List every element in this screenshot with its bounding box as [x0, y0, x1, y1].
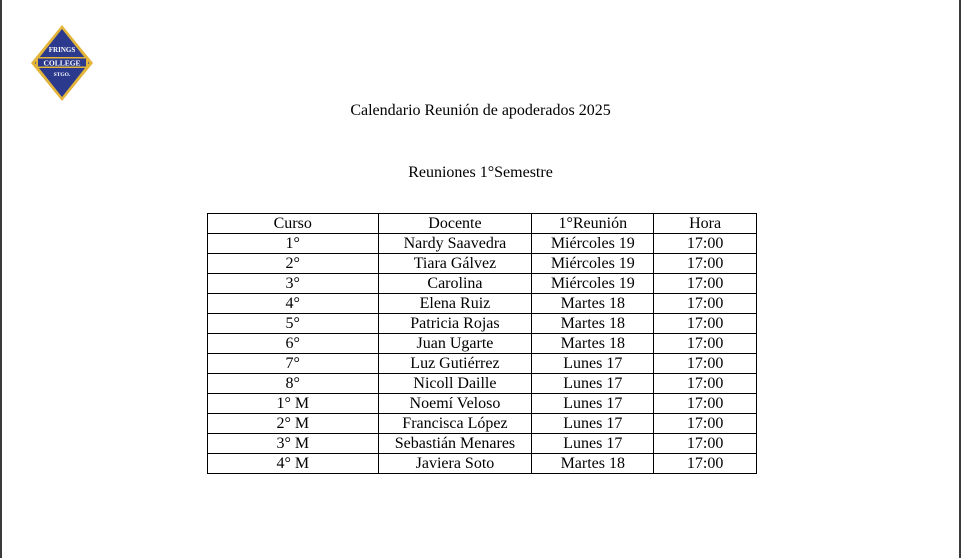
cell-docente: Nardy Saavedra: [378, 234, 532, 254]
cell-docente: Noemí Veloso: [378, 394, 532, 414]
table-row: [208, 334, 757, 354]
table-row: [208, 254, 757, 274]
cell-docente: Elena Ruiz: [378, 294, 532, 314]
cell-reunion: Martes 18: [532, 334, 654, 354]
page-edge-left: [0, 0, 2, 558]
logo-text-top: FRINGS: [48, 46, 76, 54]
cell-reunion: Martes 18: [532, 294, 654, 314]
cell-reunion: Miércoles 19: [532, 234, 654, 254]
cell-docente: Javiera Soto: [378, 454, 532, 474]
table-row: [208, 354, 757, 374]
cell-docente: Patricia Rojas: [378, 314, 532, 334]
cell-curso: 4°: [208, 294, 379, 314]
cell-reunion: Martes 18: [532, 454, 654, 474]
cell-curso: 2°: [208, 254, 379, 274]
table-row: [208, 394, 757, 414]
cell-hora: 17:00: [654, 434, 757, 454]
cell-hora: 17:00: [654, 354, 757, 374]
table-row: [208, 294, 757, 314]
cell-curso: 8°: [208, 374, 379, 394]
table-header-row: [208, 214, 757, 234]
table-row: [208, 454, 757, 474]
cell-reunion: Miércoles 19: [532, 254, 654, 274]
cell-reunion: Lunes 17: [532, 354, 654, 374]
cell-reunion: Lunes 17: [532, 394, 654, 414]
cell-docente: Nicoll Daille: [378, 374, 532, 394]
cell-docente: Carolina: [378, 274, 532, 294]
document-subtitle: Reuniones 1°Semestre: [408, 164, 553, 181]
cell-curso: 5°: [208, 314, 379, 334]
meeting-schedule-table: [207, 213, 757, 474]
cell-curso: 6°: [208, 334, 379, 354]
cell-hora: 17:00: [654, 414, 757, 434]
cell-hora: 17:00: [654, 394, 757, 414]
cell-docente: Juan Ugarte: [378, 334, 532, 354]
cell-hora: 17:00: [654, 274, 757, 294]
cell-reunion: Martes 18: [532, 314, 654, 334]
cell-curso: 1° M: [208, 394, 379, 414]
cell-curso: 3°: [208, 274, 379, 294]
cell-docente: Luz Gutiérrez: [378, 354, 532, 374]
cell-curso: 2° M: [208, 414, 379, 434]
cell-docente: Francisca López: [378, 414, 532, 434]
header-hora: Hora: [654, 214, 757, 234]
cell-reunion: Lunes 17: [532, 374, 654, 394]
table-row: [208, 234, 757, 254]
cell-hora: 17:00: [654, 254, 757, 274]
cell-curso: 1°: [208, 234, 379, 254]
table-row: [208, 314, 757, 334]
cell-reunion: Lunes 17: [532, 434, 654, 454]
logo-text-bottom: STGO.: [53, 72, 71, 78]
table-row: [208, 414, 757, 434]
logo-text-middle: COLLEGE: [43, 58, 81, 68]
cell-reunion: Miércoles 19: [532, 274, 654, 294]
cell-hora: 17:00: [654, 454, 757, 474]
table-row: [208, 274, 757, 294]
cell-docente: Sebastián Menares: [378, 434, 532, 454]
cell-hora: 17:00: [654, 374, 757, 394]
header-reunion: 1°Reunión: [532, 214, 654, 234]
table-row: [208, 374, 757, 394]
header-docente: Docente: [378, 214, 532, 234]
cell-curso: 4° M: [208, 454, 379, 474]
cell-hora: 17:00: [654, 294, 757, 314]
cell-hora: 17:00: [654, 334, 757, 354]
table-row: [208, 434, 757, 454]
cell-docente: Tiara Gálvez: [378, 254, 532, 274]
school-logo: [30, 24, 94, 102]
document-title: Calendario Reunión de apoderados 2025: [350, 102, 611, 119]
cell-reunion: Lunes 17: [532, 414, 654, 434]
cell-curso: 7°: [208, 354, 379, 374]
cell-hora: 17:00: [654, 234, 757, 254]
cell-hora: 17:00: [654, 314, 757, 334]
cell-curso: 3° M: [208, 434, 379, 454]
header-curso: Curso: [208, 214, 379, 234]
